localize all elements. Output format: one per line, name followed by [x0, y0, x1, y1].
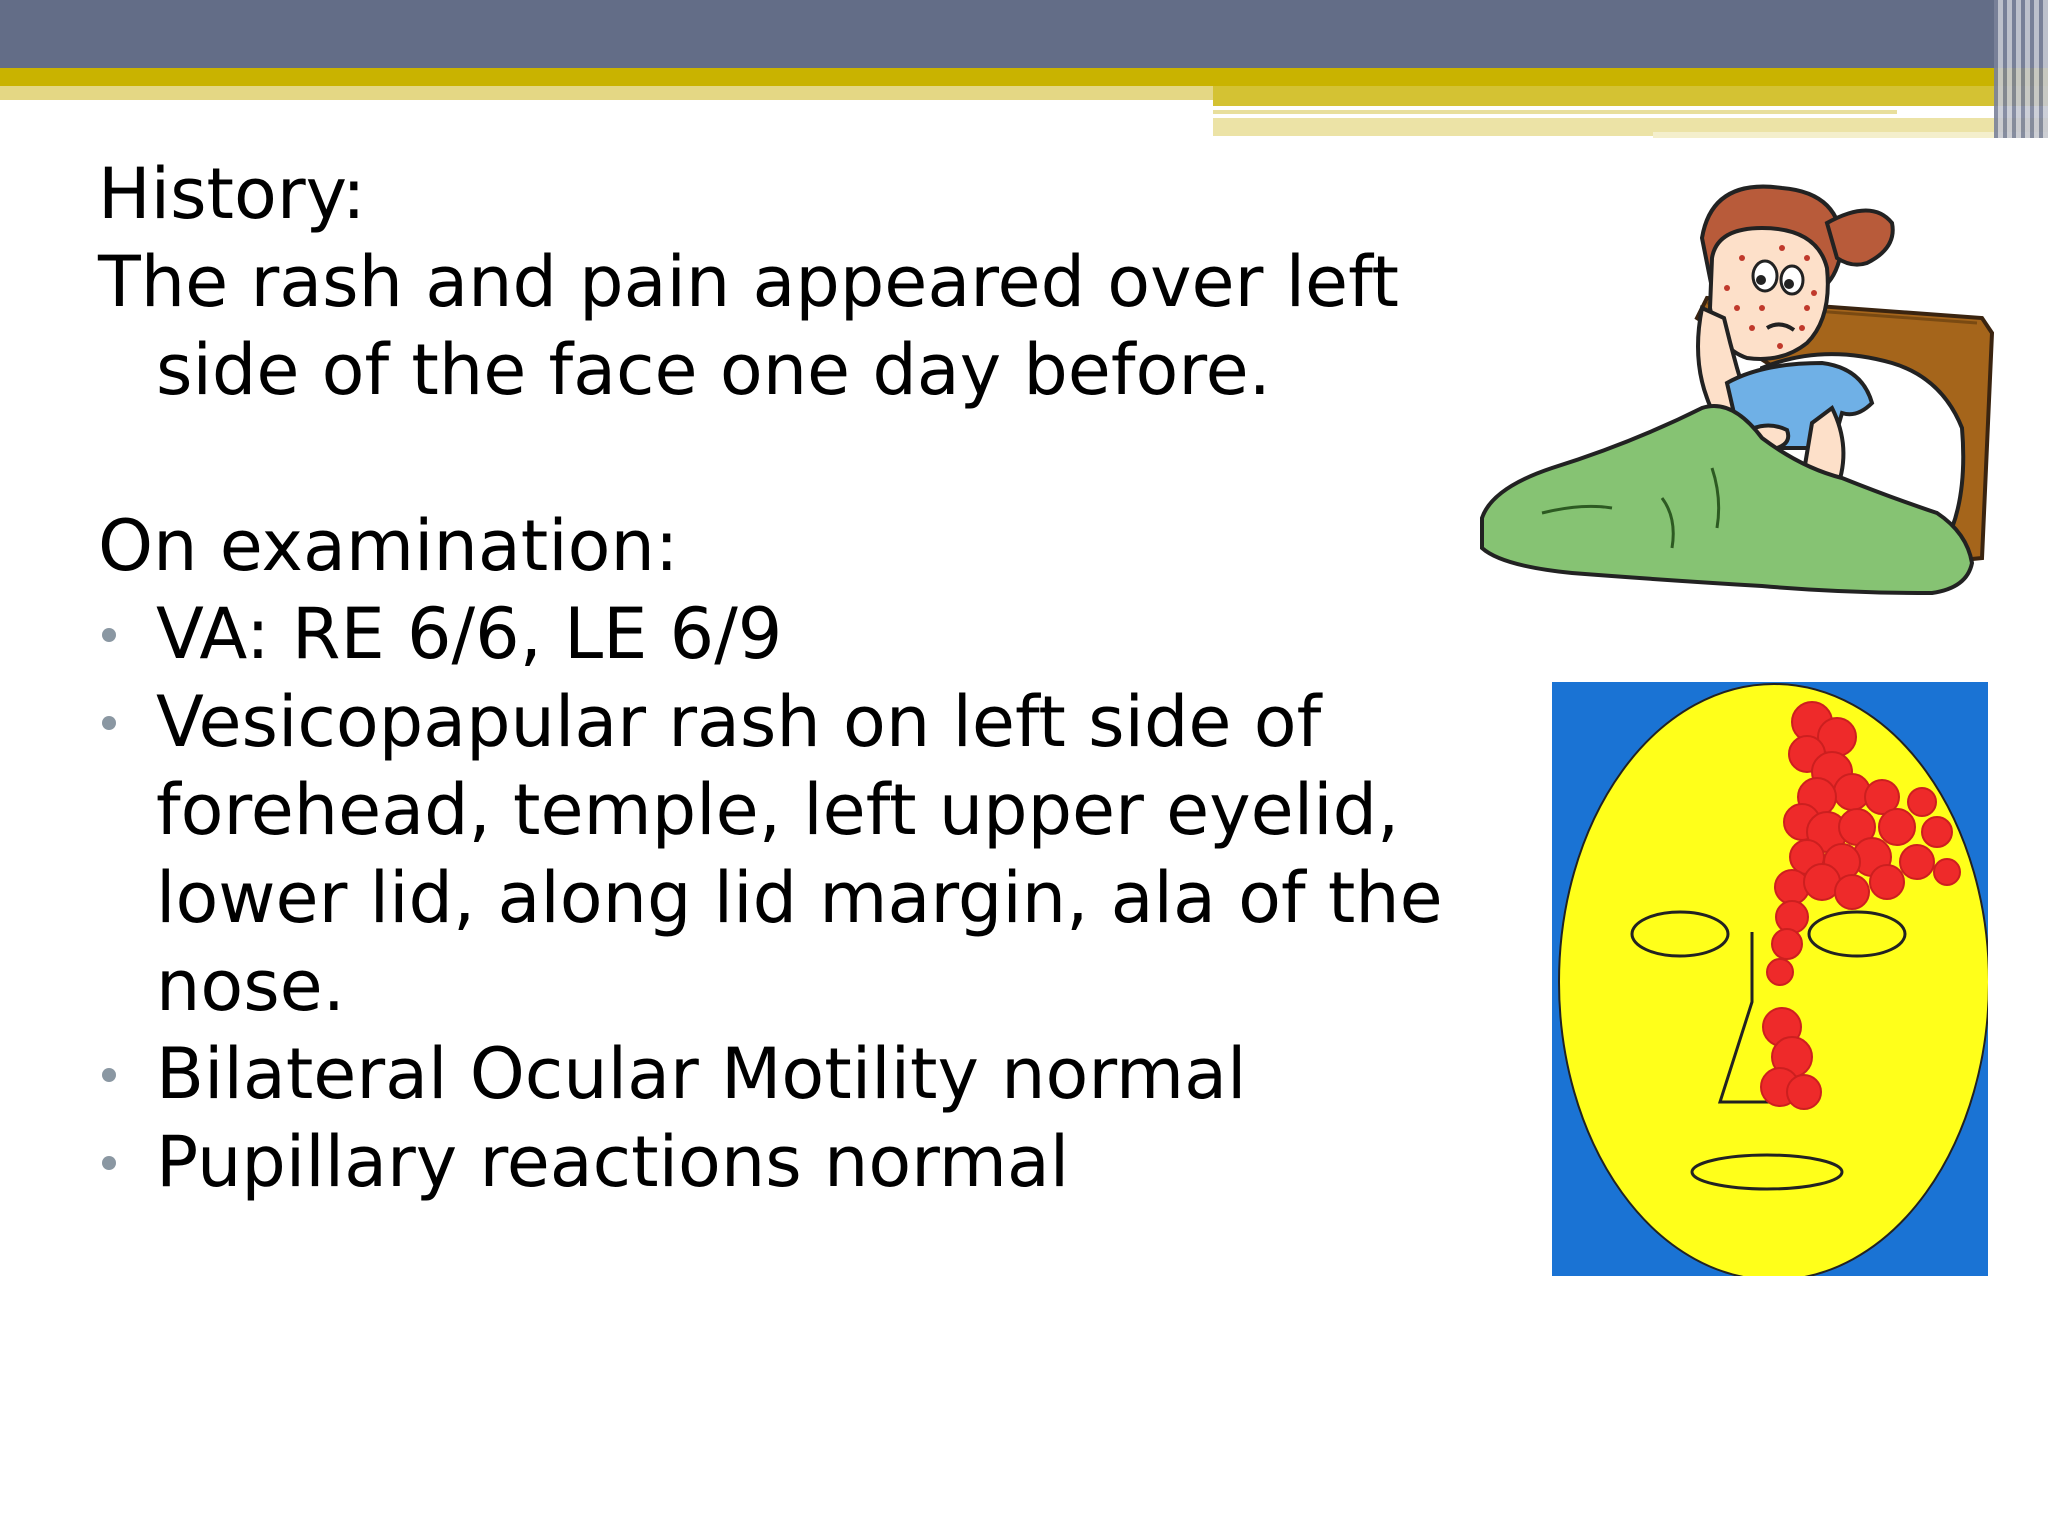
spacer [98, 414, 1478, 502]
header-corner-stripes [1994, 0, 2048, 138]
bullet-icon [102, 1068, 116, 1082]
examination-item [98, 1030, 1478, 1118]
examination-item [98, 590, 1478, 678]
header-accent-line [1213, 110, 1897, 114]
slide-content [98, 150, 1478, 1206]
examination-item [98, 678, 1478, 1030]
bullet-icon [102, 628, 116, 642]
header-accent-bar-right [1213, 86, 2048, 106]
header-accent-line-short [1653, 132, 2048, 138]
history-heading: History: [98, 153, 366, 235]
header-bar [0, 0, 2048, 68]
examination-item-text: Bilateral Ocular Motility normal [156, 1033, 1247, 1115]
header-accent-bar-lower [0, 86, 1213, 100]
history-text: The rash and pain appeared over left side of the face one day before. [98, 241, 1399, 411]
face-rash-diagram [1552, 682, 1988, 1276]
bullet-icon [102, 716, 116, 730]
bullet-icon [102, 1156, 116, 1170]
examination-heading: On examination: [98, 505, 679, 587]
examination-item [98, 1118, 1478, 1206]
header-accent-bar [0, 68, 2048, 86]
examination-item-text: VA: RE 6/6, LE 6/9 [156, 593, 783, 675]
sick-child-illustration [1462, 168, 2002, 603]
examination-item-text: Pupillary reactions normal [156, 1121, 1070, 1203]
examination-list [98, 590, 1478, 1206]
examination-item-text: Vesicopapular rash on left side of forehead, temple, left upper eyelid, lower lid, along lid margin, ala of the nose. [156, 681, 1443, 1027]
